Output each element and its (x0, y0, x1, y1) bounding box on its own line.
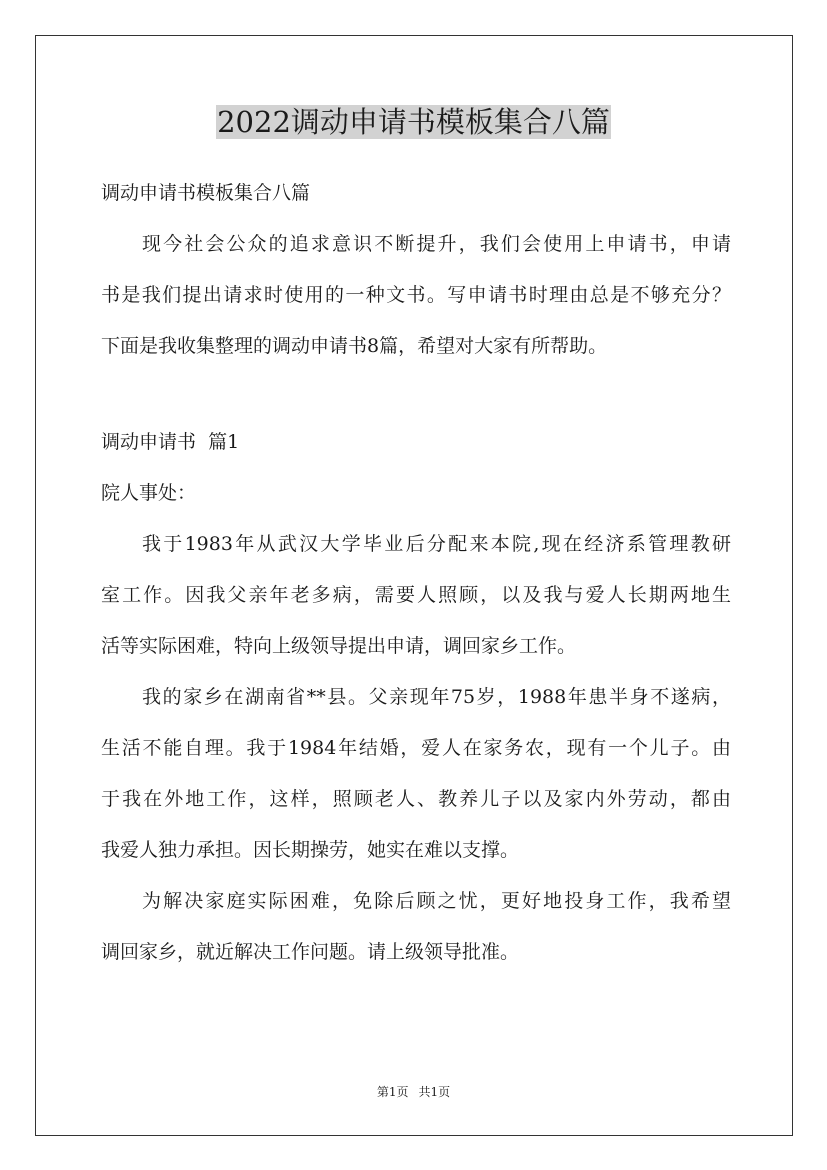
paragraph-line: 为解决家庭实际困难，免除后顾之忧，更好地投身工作，我希望 (142, 890, 731, 912)
paragraph-2 (101, 679, 731, 883)
intro-paragraph (101, 226, 731, 379)
paragraph-line: 于我在外地工作，这样，照顾老人、教养儿子以及家内外劳动，都由 (101, 788, 731, 810)
page-total: 共1页 (418, 1085, 451, 1099)
paragraph-line: 我爱人独力承担。因长期操劳，她实在难以支撑。 (101, 839, 520, 861)
page-footer (0, 1082, 827, 1102)
paragraph-3 (101, 883, 731, 985)
intro-line: 下面是我收集整理的调动申请书8篇，希望对大家有所帮助。 (101, 335, 608, 357)
document-title-text: 2022调动申请书模板集合八篇 (217, 105, 610, 139)
paragraph-line: 我的家乡在湖南省**县。父亲现年75岁，1988年患半身不遂病， (142, 686, 731, 708)
intro-line: 现今社会公众的追求意识不断提升，我们会使用上申请书，申请 (142, 233, 731, 255)
document-title (0, 100, 827, 144)
page-number: 第1页 (376, 1085, 409, 1099)
intro-line: 书是我们提出请求时使用的一种文书。写申请书时理由总是不够充分？ (101, 284, 731, 306)
section-spacer (101, 379, 731, 424)
section-heading: 调动申请书 篇1 (101, 431, 240, 453)
paragraph-line: 活等实际困难，特向上级领导提出申请，调回家乡工作。 (101, 635, 577, 657)
paragraph-line: 室工作。因我父亲年老多病，需要人照顾，以及我与爱人长期两地生 (101, 584, 731, 606)
paragraph-1 (101, 526, 731, 679)
paragraph-line: 调回家乡，就近解决工作问题。请上级领导批准。 (101, 941, 520, 963)
paragraph-line: 生活不能自理。我于1984年结婚，爱人在家务农，现有一个儿子。由 (101, 737, 731, 759)
paragraph-line: 我于1983年从武汉大学毕业后分配来本院,现在经济系管理教研 (142, 533, 731, 555)
document-body (101, 175, 731, 985)
document-subtitle: 调动申请书模板集合八篇 (101, 182, 311, 204)
salutation: 院人事处： (101, 482, 197, 504)
